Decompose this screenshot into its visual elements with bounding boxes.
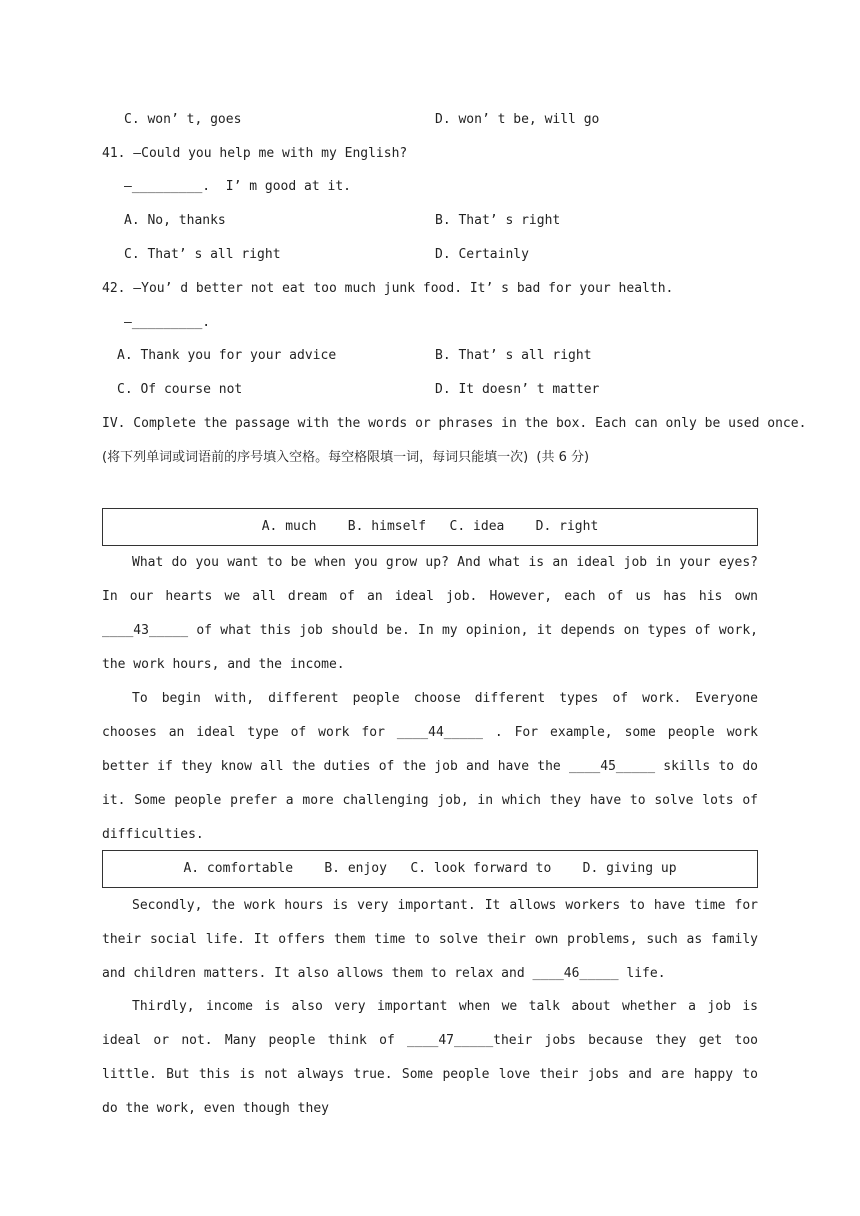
q41-option-b: B. That’ s right	[435, 213, 561, 228]
section-iv-instruction: IV. Complete the passage with the words or phrases in the box. Each can only be used once.	[102, 416, 807, 431]
passage-paragraph-2: To begin with, different people choose different types of work. Everyone chooses an ideal type of work for ____44_____ . For example, some people work better if they know all the duties of the job and have the ____45_____ skills to do it. Some people prefer a more challenging job, in which they have to solve lots of difficulties.	[102, 691, 758, 842]
word-box-2: A. comfortable B. enjoy C. look forward to D. giving up	[102, 850, 758, 888]
q40-option-c: C. won’ t, goes	[124, 112, 242, 127]
q42-option-d: D. It doesn’ t matter	[435, 382, 600, 397]
q40-option-d: D. won’ t be, will go	[435, 112, 600, 127]
section-iv-instruction-cn: (将下列单词或词语前的序号填入空格。每空格限填一词，每词只能填一次) (共 6 分)	[102, 450, 590, 465]
q41-option-c: C. That’ s all right	[124, 247, 281, 262]
q41-question: 41. —Could you help me with my English?	[102, 146, 408, 161]
q42-answer-line: —_________.	[124, 315, 211, 330]
q42-option-c: C. Of course not	[117, 382, 243, 397]
q42-option-b: B. That’ s all right	[435, 348, 592, 363]
passage-paragraph-1: What do you want to be when you grow up? And what is an ideal job in your eyes? In our hearts we all dream of an ideal job. However, each of us has his own ____43_____ of what this job should be. In my opinion, it depends on types of work, the work hours, and the income.	[102, 555, 758, 672]
q41-option-d: D. Certainly	[435, 247, 529, 262]
passage-paragraph-4: Thirdly, income is also very important when we talk about whether a job is ideal or not. Many people think of ____47_____their jobs because they get too little. But this is not always true. Some people love their jobs and are happy to do the work, even though they	[102, 999, 758, 1116]
q42-question: 42. —You’ d better not eat too much junk food. It’ s bad for your health.	[102, 281, 674, 296]
passage-paragraph-3: Secondly, the work hours is very important. It allows workers to have time for their social life. It offers them time to solve their own problems, such as family and children matters. It also allows them to relax and ____46_____ life.	[102, 898, 758, 981]
q41-option-a: A. No, thanks	[124, 213, 226, 228]
q41-answer-line: —_________. I’ m good at it.	[124, 179, 351, 194]
q42-option-a: A. Thank you for your advice	[117, 348, 337, 363]
word-box-1: A. much B. himself C. idea D. right	[102, 508, 758, 546]
